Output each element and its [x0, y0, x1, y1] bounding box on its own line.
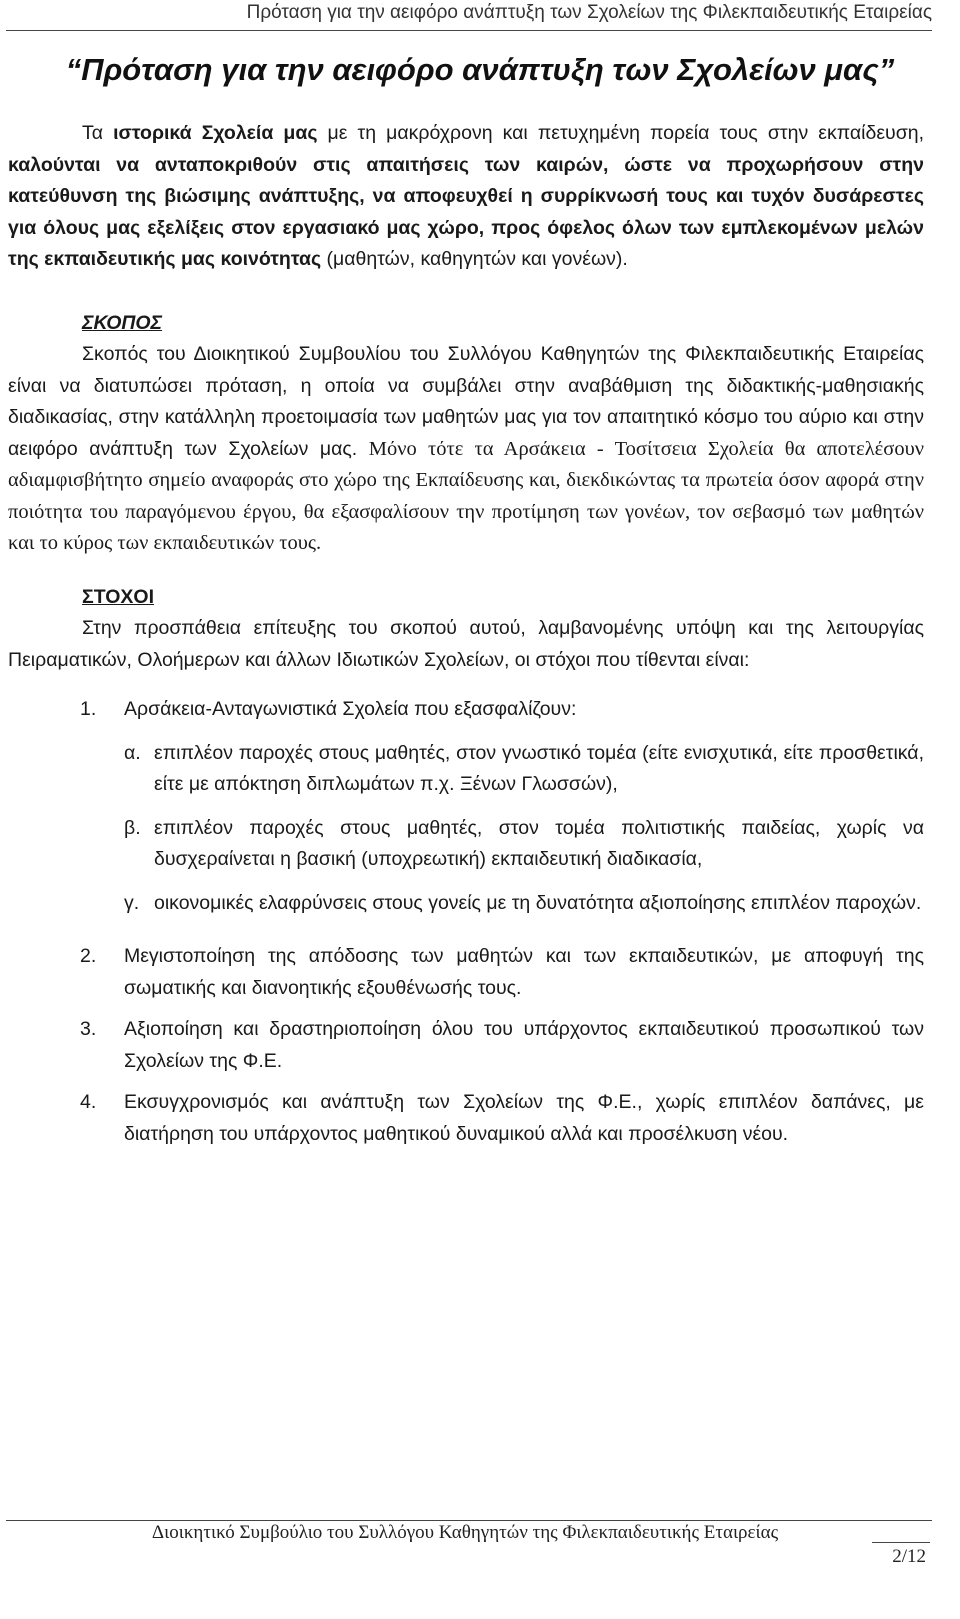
intro-bold-1: ιστορικά Σχολεία μας	[113, 122, 318, 144]
list-item-number: 4.	[80, 1091, 97, 1113]
intro-bold-2: καλούνται να ανταποκριθούν στις απαιτήσεις των καιρών, ώστε να προχωρήσουν στην κατεύθυνση της βιώσιμης ανάπτυξης, να αποφευχθεί η συρρίκνωσή τους και τυχόν δυσάρεστες για όλους μας εξελίξεις στον εργασιακό μας χώρο, προς όφελος όλων των εμπλεκομένων μελών της εκπαιδευτικής μας κοινότητας	[8, 153, 924, 270]
sub-item-letter: α.	[124, 741, 141, 764]
stoxoi-heading: ΣΤΟΧΟΙ	[82, 585, 155, 608]
sub-list-item	[124, 888, 924, 920]
skopos-paragraph	[8, 339, 924, 560]
sub-item-letter: γ.	[124, 891, 140, 914]
list-item	[8, 1014, 924, 1077]
skopos-text: Σκοπός του Διοικητικού Συμβουλίου του Συλλόγου Καθηγητών της Φιλεκπαιδευτικής Εταιρείας είναι να διατυπώσει πρόταση, η οποία να συμβάλει στην αναβάθμιση της διδακτικής-μαθησιακής διαδικασίας, στην κατάλληλη προετοιμασία των μαθητών μας για τον απαιτητικό κόσμο του αύριο και στην αειφόρο ανάπτυξη των Σχολείων μας.	[8, 343, 924, 460]
sub-item-text: επιπλέον παροχές στους μαθητές, στον τομέα πολιτιστικής παιδείας, χωρίς να δυσχεραίνεται η βασική (υποχρεωτική) εκπαιδευτική διαδικασία,	[154, 816, 924, 870]
intro-text-1: Τα	[82, 122, 114, 144]
sub-list-item	[124, 813, 924, 876]
intro-text-3: (μαθητών, καθηγητών και γονέων).	[321, 248, 628, 270]
list-item-text: Αξιοποίηση και δραστηριοποίηση όλου του υπάρχοντος εκπαιδευτικού προσωπικού των Σχολείων της Φ.Ε.	[124, 1018, 924, 1072]
sub-item-letter: β.	[124, 816, 141, 839]
list-item	[8, 941, 924, 1004]
stoxoi-paragraph: Στην προσπάθεια επίτευξης του σκοπού αυτού, λαμβανομένης υπόψη και της λειτουργίας Πειραματικών, Ολοήμερων και άλλων Ιδιωτικών Σχολείων, οι στόχοι που τίθενται είναι:	[8, 617, 924, 671]
sub-item-text: επιπλέον παροχές στους μαθητές, στον γνωστικό τομέα (είτε ενισχυτικά, είτε προσθετικά, είτε με απόκτηση διπλωμάτων π.χ. Ξένων Γλωσσών),	[154, 741, 924, 795]
document-body	[8, 118, 924, 1160]
sub-list-item	[124, 738, 924, 801]
list-item-content	[124, 694, 924, 931]
header-rule	[6, 30, 932, 31]
running-header: Πρόταση για την αειφόρο ανάπτυξη των Σχολείων της Φιλεκπαιδευτικής Εταιρείας	[246, 2, 932, 23]
page-number: 2/12	[892, 1546, 926, 1567]
footer-text: Διοικητικό Συμβούλιο του Συλλόγου Καθηγητών της Φιλεκπαιδευτικής Εταιρείας	[151, 1522, 779, 1543]
skopos-heading: ΣΚΟΠΟΣ	[82, 311, 163, 334]
list-item-text: Μεγιστοποίηση της απόδοσης των μαθητών και των εκπαιδευτικών, με αποφυγή της σωματικής και διανοητικής εξουθένωσής τους.	[124, 945, 924, 999]
list-item-number: 1.	[80, 698, 97, 720]
list-item-text: Εκσυγχρονισμός και ανάπτυξη των Σχολείων της Φ.Ε., χωρίς επιπλέον δαπάνες, με διατήρηση του υπάρχοντος μαθητικού δυναμικού αλλά και προσέλκυση νέου.	[124, 1091, 924, 1145]
list-item-number: 3.	[80, 1018, 97, 1040]
sub-list	[124, 738, 924, 920]
list-item	[8, 1087, 924, 1150]
intro-text-2: με τη μακρόχρονη και πετυχημένη πορεία τους στην εκπαίδευση,	[317, 122, 924, 144]
list-item-text: Αρσάκεια-Ανταγωνιστικά Σχολεία που εξασφαλίζουν:	[124, 698, 577, 720]
list-item-number: 2.	[80, 945, 97, 967]
sub-item-text: οικονομικές ελαφρύνσεις στους γονείς με τη δυνατότητα αξιοποίησης επιπλέον παροχών.	[154, 891, 922, 914]
intro-paragraph	[8, 118, 924, 276]
page-number-rule	[872, 1542, 930, 1543]
page-title: “Πρόταση για την αειφόρο ανάπτυξη των Σχολείων μας”	[65, 52, 895, 87]
goals-list	[8, 694, 924, 1150]
skopos-serif-text: Μόνο τότε τα Αρσάκεια - Τοσίτσεια Σχολεία θα αποτελέσουν αδιαμφισβήτητο σημείο αναφοράς στο χώρο της Εκπαίδευσης και, διεκδικώντας τα πρωτεία όσον αφορά στην ποιότητα του παραγόμενου έργου, θα εξασφαλίσουν την προτίμηση των γονέων, τον σεβασμό των μαθητών και το κύρος των εκπαιδευτικών τους.	[8, 437, 924, 554]
footer-rule	[6, 1520, 932, 1521]
list-item	[8, 694, 924, 931]
